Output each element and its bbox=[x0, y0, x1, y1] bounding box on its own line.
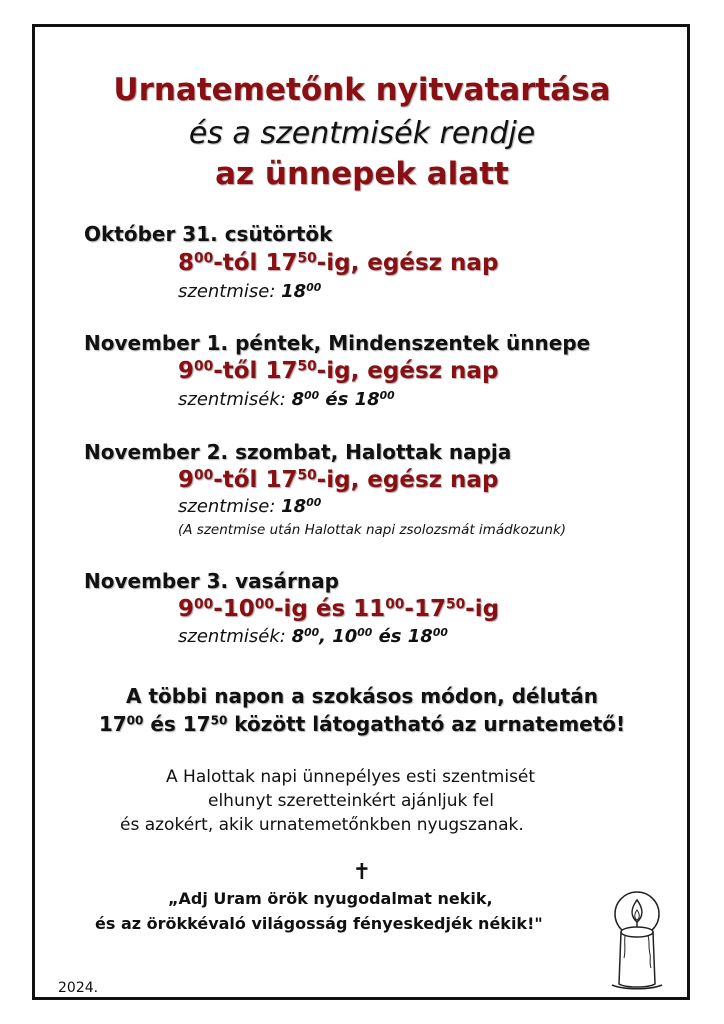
cross-icon: ✝ bbox=[352, 860, 372, 885]
day-3-hours: $9^{00}$-től $17^{50}-ig$, egész nap bbox=[178, 467, 499, 493]
day-4-hours: $9^{00}-10^{00}-ig$ és $11^{00}-17^{50}-ig$ bbox=[178, 596, 500, 622]
prayer-line-1: „Adj Uram örök nyugodalmat nekik, bbox=[168, 889, 493, 908]
day-4-label: November 3. vasárnap bbox=[84, 569, 339, 593]
dedication-line-3: és azokért, akik urnatemetőnkben nyugszanak. bbox=[120, 815, 524, 835]
other-days-line-2: $17^{00}$ és $17^{50}$ között látogatható az urnatemető! bbox=[98, 712, 626, 736]
dedication-line-1: A Halottak napi ünnepélyes esti szentmisét bbox=[166, 767, 536, 787]
dedication-line-2: elhunyt szeretteinkért ajánljuk fel bbox=[208, 791, 494, 811]
day-1-mass: szentmise: $18^{00}$ bbox=[178, 281, 322, 302]
day-2-hours: $9^{00}$-től $17^{50}-ig$, egész nap bbox=[178, 358, 499, 384]
day-2-mass: szentmisék: $8^{00}$ és $18^{00}$ bbox=[178, 389, 395, 410]
day-4-mass: szentmisék: $8^{00}$, $10^{00}$ és $18^{00}$ bbox=[178, 626, 448, 647]
day-3-label: November 2. szombat, Halottak napja bbox=[84, 440, 512, 464]
title-line-3: az ünnepek alatt bbox=[215, 156, 509, 192]
day-2-label: November 1. péntek, Mindenszentek ünnepe bbox=[84, 331, 591, 355]
title-line-1: Urnatemetőnk nyitvatartása bbox=[113, 72, 611, 108]
other-days-line-1: A többi napon a szokásos módon, délután bbox=[126, 684, 598, 708]
prayer-line-2: és az örökkévaló világosság fényeskedjék nékik!" bbox=[95, 914, 543, 933]
day-1-hours: $8^{00}$-tól $17^{50}-ig$, egész nap bbox=[178, 250, 499, 276]
day-3-note: (A szentmise után Halottak napi zsolozsmát imádkozunk) bbox=[178, 522, 567, 538]
day-3-mass: szentmise: $18^{00}$ bbox=[178, 496, 322, 517]
title-line-2: és a szentmisék rendje bbox=[188, 116, 536, 151]
day-1-label: Október 31. csütörtök bbox=[84, 222, 333, 246]
candle-icon bbox=[604, 888, 674, 992]
year-label: 2024. bbox=[58, 980, 99, 996]
